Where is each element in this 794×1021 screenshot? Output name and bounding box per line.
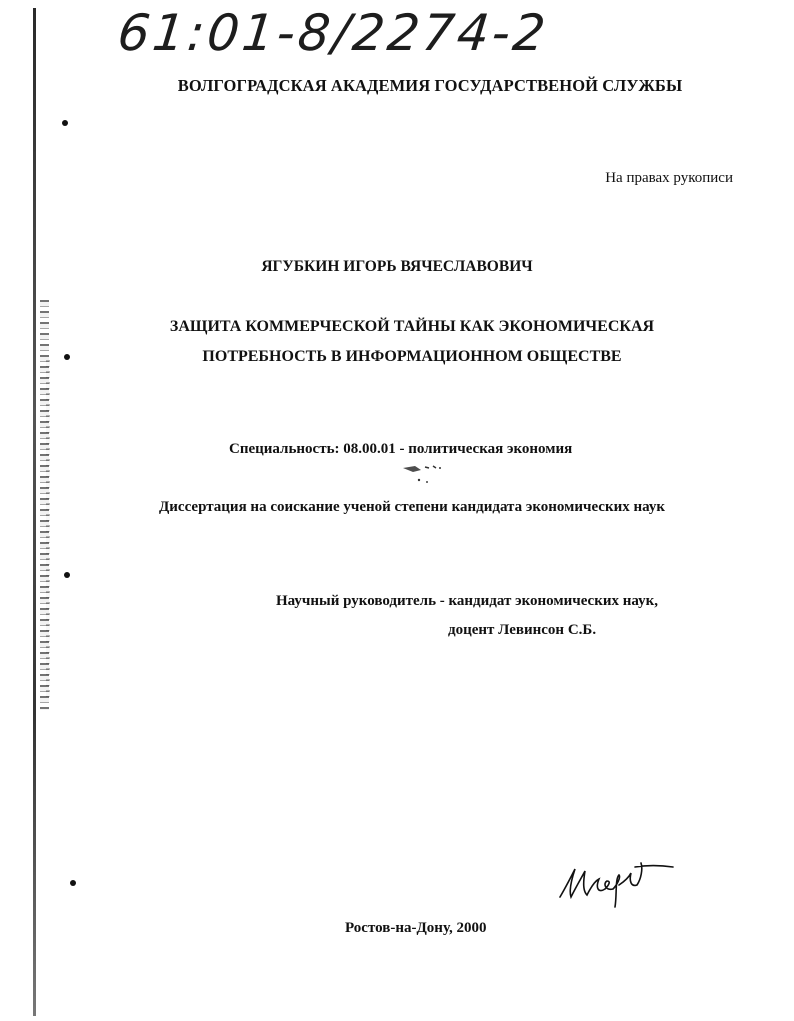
binding-hole — [70, 880, 76, 886]
author-name: ЯГУБКИН ИГОРЬ ВЯЧЕСЛАВОВИЧ — [261, 258, 533, 275]
archive-number-handwritten: 61:01-8/2274-2 — [114, 4, 551, 62]
supervisor-line-2: доцент Левинсон С.Б. — [448, 622, 597, 638]
binding-hole — [64, 572, 70, 578]
thesis-title-line-2: ПОТРЕБНОСТЬ В ИНФОРМАЦИОННОМ ОБЩЕСТВЕ — [202, 348, 622, 365]
ink-smudge — [395, 458, 455, 486]
specialty: Специальность: 08.00.01 - политическая экономия — [229, 441, 573, 457]
city-year: Ростов-на-Дону, 2000 — [345, 920, 487, 936]
thesis-title-line-1: ЗАЩИТА КОММЕРЧЕСКОЙ ТАЙНЫ КАК ЭКОНОМИЧЕСКАЯ — [169, 318, 655, 335]
handwritten-signature — [555, 855, 685, 915]
supervisor-line-1: Научный руководитель - кандидат экономических наук, — [276, 593, 659, 609]
manuscript-note: На правах рукописи — [605, 170, 733, 186]
binding-hole — [62, 120, 68, 126]
academy-name: ВОЛГОГРАДСКАЯ АКАДЕМИЯ ГОСУДАРСТВЕНОЙ СЛУЖБЫ — [177, 76, 683, 95]
thesis-type: Диссертация на соискание ученой степени кандидата экономических наук — [158, 499, 666, 515]
binding-strip-faint — [46, 360, 50, 700]
